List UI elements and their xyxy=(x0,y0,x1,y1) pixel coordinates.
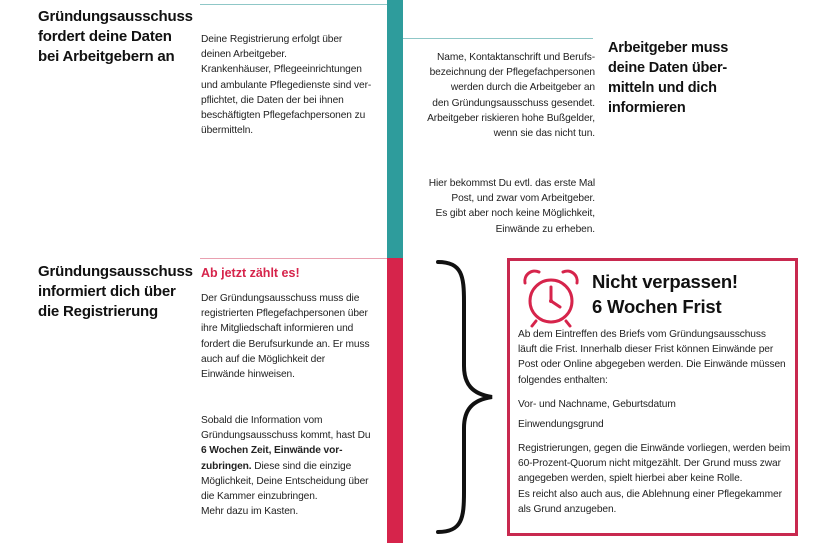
heading-employer-must: Arbeitgeber muss deine Daten über- mitteln und dich informieren xyxy=(608,40,729,116)
text-six-weeks-intro: Sobald die Information vom Gründungsausschuss kommt, hast Du xyxy=(201,415,371,442)
deadline-intro: Ab dem Eintreffen des Briefs vom Gründungsausschuss läuft die Frist. Innerhalb dieser Frist können Einwände per Post oder Online abgegeben werden. Die Einwände müssen folgendes enthalten: xyxy=(518,329,786,386)
divider-line-bottom-left xyxy=(200,258,387,259)
text-six-weeks-rest: Diese sind die einzige Möglichkeit, Deine Entscheidung über die Kammer einzubringen. Mehr dazu im Kasten. xyxy=(201,460,369,518)
deadline-box xyxy=(507,258,798,536)
curly-brace-icon xyxy=(430,258,500,536)
text-six-weeks xyxy=(201,413,385,519)
text-registration-employer: Deine Registrierung erfolgt über deinen Arbeitgeber. Krankenhäuser, Pflegeeinrichtungen und ambulante Pflegedienste sind ver- pflichtet, die Daten der bei ihnen beschäftigten Pflegefachpersonen zu übermitteln. xyxy=(201,34,372,137)
text-first-mail: Hier bekommst Du evtl. das erste Mal Post, und zwar vom Arbeitgeber. Es gibt aber noch keine Möglichkeit, Einwände zu erheben. xyxy=(428,178,595,235)
heading-data-request: Gründungsausschuss fordert deine Daten bei Arbeitgebern an xyxy=(38,8,193,65)
divider-line-top-left xyxy=(200,4,387,5)
text-six-weeks-bold: 6 Wochen Zeit, Einwände vor- zubringen. xyxy=(201,445,343,472)
label-from-now: Ab jetzt zählt es! xyxy=(201,266,300,280)
text-committee-notify: Der Gründungsausschuss muss die registrierten Pflegefachpersonen über ihre Mitgliedschaft informieren und fordert die Berufsurkunde an. Er muss auch auf die Möglichkeit der Einwände hinweisen. xyxy=(201,293,370,381)
timeline-bar-teal xyxy=(387,0,403,258)
deadline-title: Nicht verpassen! 6 Wochen Frist xyxy=(592,271,738,317)
heading-committee-informs: Gründungsausschuss informiert dich über die Registrierung xyxy=(38,263,193,320)
deadline-item-name: Vor- und Nachname, Geburtsdatum xyxy=(518,399,676,410)
alarm-clock-icon xyxy=(520,267,582,329)
timeline-bar-crimson xyxy=(387,258,403,543)
deadline-outro: Registrierungen, gegen die Einwände vorliegen, werden beim 60-Prozent-Quorum nicht mitgezählt. Der Grund muss zwar angegeben werden, spielt hierbei aber keine Rolle. Es reicht also auch aus, die Ablehnung einer Pflegekammer als Grund anzugeben. xyxy=(518,443,791,515)
deadline-item-reason: Einwendungsgrund xyxy=(518,419,604,430)
divider-line-top-right xyxy=(403,38,593,39)
text-employer-data: Name, Kontaktanschrift und Berufs- bezeichnung der Pflegefachpersonen werden durch die Arbeitgeber an den Gründungsausschuss gesendet. Arbeitgeber riskieren hohe Bußgelder, wenn sie das nicht tun. xyxy=(427,52,595,140)
